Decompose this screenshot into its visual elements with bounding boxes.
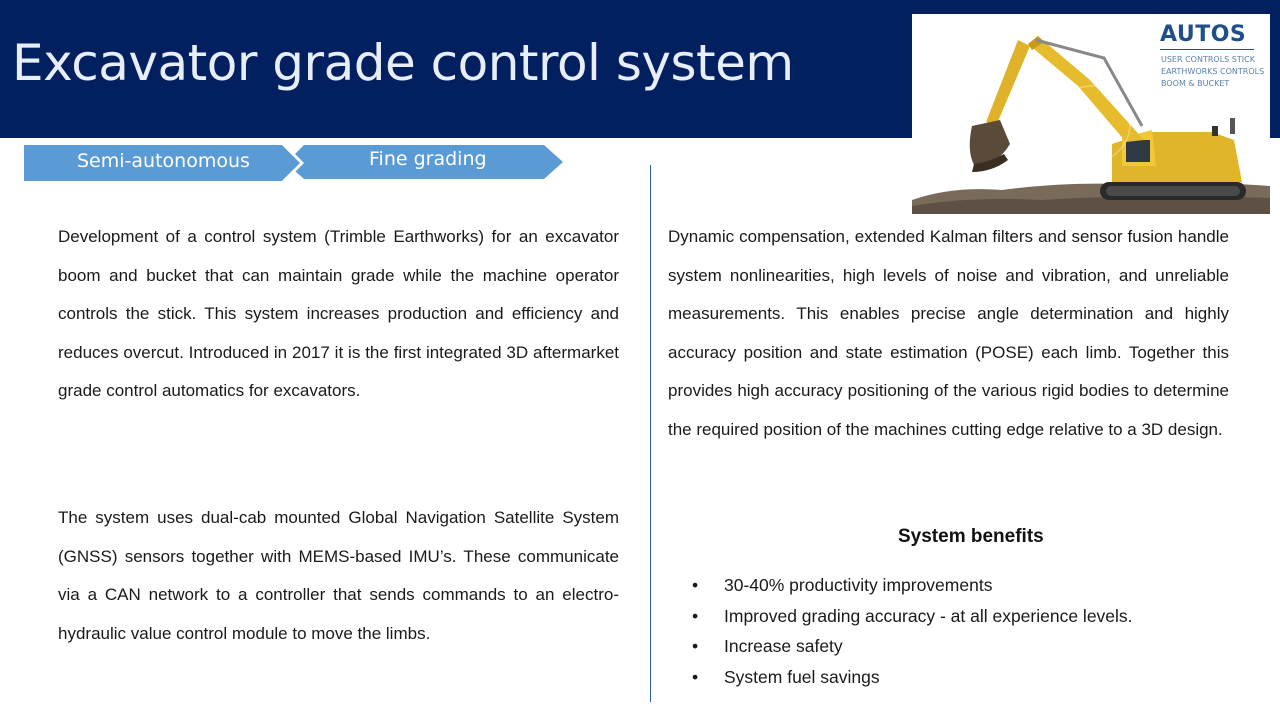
benefits-heading: System benefits xyxy=(898,526,1044,547)
bullet-icon: • xyxy=(692,575,699,595)
slide-title: Excavator grade control system xyxy=(12,34,794,92)
logo-line-1: USER CONTROLS STICK xyxy=(1161,55,1255,64)
benefit-item: • Increase safety xyxy=(692,631,1133,662)
bullet-icon: • xyxy=(692,605,699,626)
autos-logo: AUTOS xyxy=(1160,22,1247,47)
bullet-icon: • xyxy=(692,636,699,657)
benefit-item: • Improved grading accuracy - at all experience levels. xyxy=(692,601,1133,632)
left-paragraph-1: Development of a control system (Trimble Earthworks) for an excavator boom and bucket that can maintain grade while the machine operator controls the stick. This system increases production and efficiency and reduces overcut. Introduced in 2017 it is the first integrated 3D aftermarket grade control automatics for excavators. xyxy=(58,227,619,400)
benefit-item: • System fuel savings xyxy=(692,662,1133,693)
left-paragraph-2: The system uses dual-cab mounted Global Navigation Satellite System (GNSS) sensors together with MEMS-based IMU’s. These communicate via a CAN network to a controller that sends commands to an electro-hydraulic value control module to move the limbs. xyxy=(58,508,619,643)
logo-rule xyxy=(1160,49,1254,50)
bullet-icon: • xyxy=(692,667,699,688)
excavator-image xyxy=(912,14,1270,214)
benefits-list xyxy=(692,570,1133,693)
logo-line-2: EARTHWORKS CONTROLS xyxy=(1161,67,1265,76)
column-divider xyxy=(650,165,651,702)
logo-line-3: BOOM & BUCKET xyxy=(1161,79,1230,88)
right-paragraph-1: Dynamic compensation, extended Kalman filters and sensor fusion handle system nonlinearities, high levels of noise and vibration, and unreliable measurements. This enables precise angle determination and highly accuracy position and state estimation (POSE) each limb. Together this provides high accuracy positioning of the various rigid bodies to determine the required position of the machines cutting edge relative to a 3D design. xyxy=(668,227,1229,439)
tag-semi-autonomous: Semi-autonomous xyxy=(77,150,250,172)
benefit-item: • 30-40% productivity improvements xyxy=(692,570,1133,601)
tag-fine-grading: Fine grading xyxy=(369,148,487,170)
